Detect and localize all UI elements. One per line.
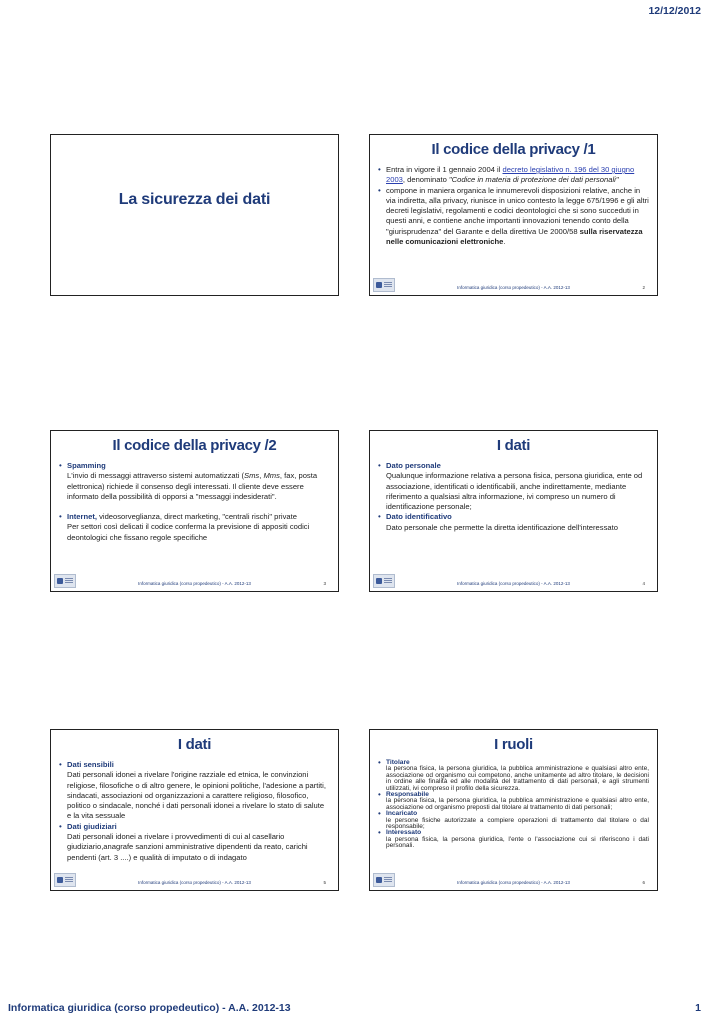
slide-5 (50, 729, 339, 891)
bullet-item: • Spamming L'invio di messaggi attraverso sistemi automatizzati (Sms, Mms, fax, posta elettronica) richiede il consenso degli interessati. Il cliente deve essere informato della possibilità di opporsi a "messaggi indesiderati". (59, 461, 318, 501)
bullet-icon: • (378, 165, 381, 174)
bullet-item: • Dato identificativo Dato personale che permette la diretta identificazione dell'interessato (378, 512, 618, 532)
slide-title: Il codice della privacy /1 (431, 141, 596, 158)
bullet-item: • Incaricato le persone fisiche autorizzate a compiere operazioni di trattamento dal titolare o dal responsabile; (378, 809, 649, 831)
slide-body (59, 760, 330, 863)
bullet-icon: • (59, 461, 62, 470)
slide-footer: Informatica giuridica (corso propedeutico) - A.A. 2012-13 4 (370, 574, 657, 588)
slide-number: 4 (642, 581, 645, 586)
page-footer-course: Informatica giuridica (corso propedeutico) - A.A. 2012-13 (8, 1002, 291, 1014)
bullet-item: • Titolare la persona fisica, la persona giuridica, la pubblica amministrazione e qualsiasi altro ente, associazione od organismo cui competono, anche unitamente ad altro titolare, le decisioni in ordine alle finalità ed alle modalità del trattamento di dati personali, e agli strumenti utilizzati, ivi compreso il profilo della sicurezza. (378, 758, 649, 792)
date-header: 12/12/2012 (648, 5, 701, 17)
slide-3 (50, 430, 339, 592)
bullet-icon: • (378, 758, 381, 767)
slide-number: 3 (323, 581, 326, 586)
slide-body (378, 461, 649, 533)
slide-number: 5 (323, 880, 326, 885)
slide-footer: Informatica giuridica (corso propedeutico) - A.A. 2012-13 5 (51, 873, 338, 887)
bullet-icon: • (59, 512, 62, 522)
slide-1 (50, 134, 339, 296)
slide-title: Il codice della privacy /2 (112, 437, 277, 454)
page-number: 1 (695, 1002, 701, 1014)
slide-title: I dati (496, 437, 531, 454)
bullet-item: • Interessato la persona fisica, la persona giuridica, l'ente o l'associazione cui si riferiscono i dati personali. (378, 828, 649, 850)
slide-6 (369, 729, 658, 891)
bullet-icon: • (378, 790, 381, 800)
bullet-icon: • (59, 760, 62, 769)
slide-footer: Informatica giuridica (corso propedeutico) - A.A. 2012-13 3 (51, 574, 338, 588)
slide-2 (369, 134, 658, 296)
slide-4 (369, 430, 658, 592)
bullet-icon: • (59, 821, 62, 831)
bullet-item: • Internet, videosorveglianza, direct marketing, "centrali rischi" private Per settori così delicati il codice conferma la previsione di appositi codici deontologici che fissano regole specifiche (59, 512, 310, 542)
slide-footer: Informatica giuridica (corso propedeutico) - A.A. 2012-13 2 (370, 278, 657, 292)
bullet-icon: • (378, 809, 381, 819)
slide-footer: Informatica giuridica (corso propedeutico) - A.A. 2012-13 6 (370, 873, 657, 887)
slide-title: I ruoli (494, 736, 533, 753)
bullet-item: • Dato personale Qualunque informazione relativa a persona fisica, persona giuridica, ente od associazione, identificati o identificabili, anche indirettamente, mediante riferimento a qualsiasi altra informazione, ivi compreso un numero di identificazione personale; (378, 461, 643, 512)
decree-link[interactable]: decreto legislativo n. 196 del 30 giugno 2003 (386, 165, 635, 185)
bullet-icon: • (378, 828, 381, 838)
bullet-item: • Entra in vigore il 1 gennaio 2004 il decreto legislativo n. 196 del 30 giugno 2003, denominato "Codice in materia di protezione dei dati personali" (378, 165, 635, 185)
slide-title: La sicurezza dei dati (118, 191, 271, 208)
bullet-icon: • (378, 461, 381, 470)
slide-body (378, 760, 649, 850)
bullet-item: • Dati giudiziari Dati personali idonei a rivelare i provvedimenti di cui al casellario giudiziario,anagrafe sanzioni amministrative dipendenti da reato, carichi pendenti (art. 3 ....) e qualità di imputato o di indagato (59, 821, 308, 862)
slide-number: 6 (642, 880, 645, 885)
bullet-item: • Responsabile la persona fisica, la persona giuridica, la pubblica amministrazione e qualsiasi altro ente, associazione od organismo preposti dal titolare al trattamento di dati personali; (378, 790, 649, 811)
slide-title: I dati (177, 736, 212, 753)
bullet-icon: • (378, 185, 381, 195)
slide-body (378, 165, 649, 247)
bullet-item: • compone in maniera organica le innumerevoli disposizioni relative, anche in via indiretta, alla privacy, riunisce in unico contesto la legge 675/1996 e gli altri decreti legislativi, regolamenti e codici deontologici che si sono succeduti in questi anni, e contiene anche importanti innovazioni tenendo conto della "giurisprudenza" del Garante e della direttiva Ue 2000/58 sulla riservatezza nelle comunicazioni elettroniche. (378, 185, 649, 247)
bullet-item: • Dati sensibili Dati personali idonei a rivelare l'origine razziale ed etnica, le convinzioni religiose, filosofiche o di altro genere, le opinioni politiche, l'adesione a partiti, sindacati, associazioni od organizzazioni a carattere religioso, filosofico, politico o sindacale, nonché i dati personali idonei a rivelare lo stato di salute e la vita sessuale (59, 760, 326, 821)
slide-number: 2 (642, 285, 645, 290)
slide-body (59, 461, 330, 543)
bullet-icon: • (378, 512, 381, 522)
